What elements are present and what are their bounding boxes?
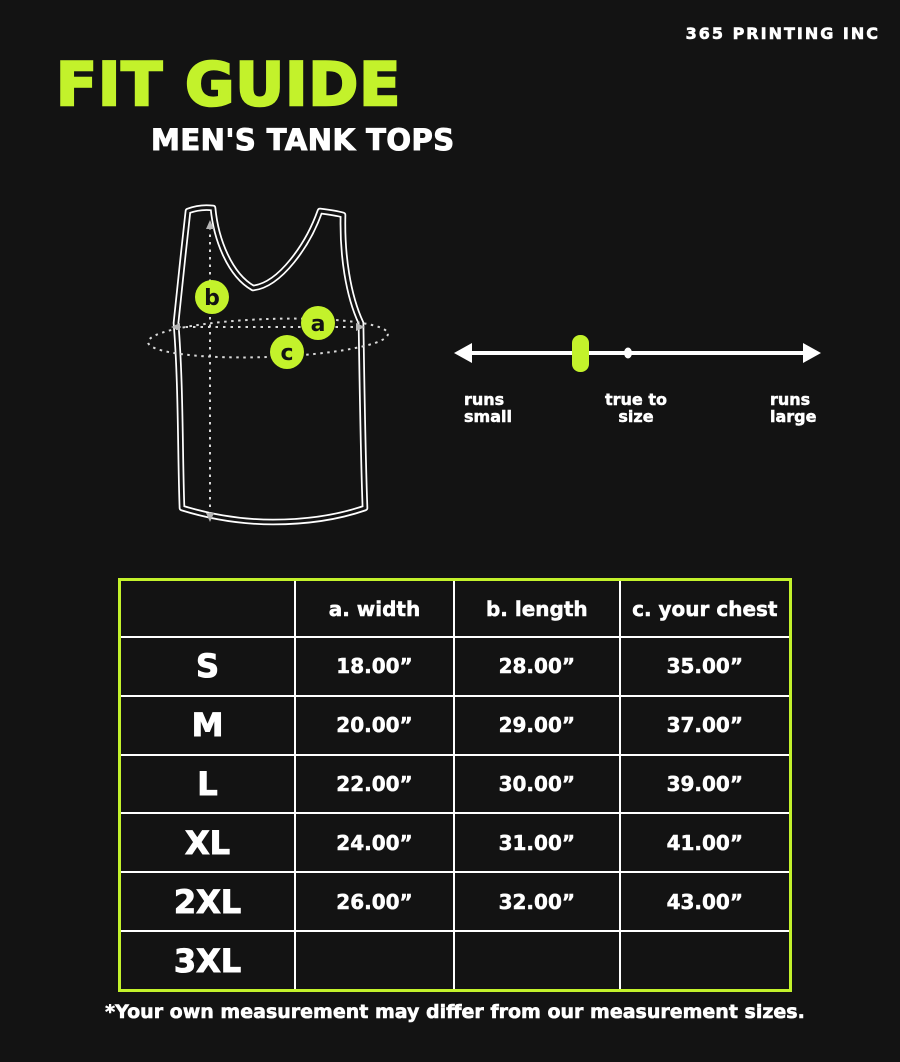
measurement-disclaimer: *Your own measurement may differ from our measurement sizes. xyxy=(105,1001,805,1023)
chest-value: 37.00” xyxy=(619,697,789,754)
size-label: 3XL xyxy=(173,941,242,980)
length-value: 28.00” xyxy=(453,638,619,695)
true-to-size-line1: true to xyxy=(605,390,667,409)
true-to-size-dot xyxy=(624,348,632,359)
header-cell-chest: c. your chest xyxy=(619,581,789,636)
marker-a-label: a xyxy=(310,312,326,337)
brand-name: 365 PRINTING INC xyxy=(685,24,880,43)
table-row-3xl xyxy=(121,930,789,989)
size-label: L xyxy=(197,765,218,804)
fit-scale xyxy=(440,330,840,380)
width-value: 20.00” xyxy=(294,697,453,754)
size-label: XL xyxy=(184,823,231,862)
marker-b xyxy=(195,280,229,314)
length-value xyxy=(453,932,619,989)
width-value: 24.00” xyxy=(294,814,453,871)
marker-a xyxy=(301,306,335,340)
length-value: 32.00” xyxy=(453,873,619,930)
table-row-m xyxy=(121,695,789,754)
scale-arrow-left-icon xyxy=(454,343,472,363)
header-cell-width: a. width xyxy=(294,581,453,636)
width-value: 18.00” xyxy=(294,638,453,695)
table-header-row xyxy=(121,581,789,636)
length-value: 31.00” xyxy=(453,814,619,871)
chest-value: 41.00” xyxy=(619,814,789,871)
runs-small-line2: small xyxy=(464,407,512,426)
runs-small-line1: runs xyxy=(464,390,505,409)
width-value: 22.00” xyxy=(294,756,453,813)
page-title: FIT GUIDE xyxy=(56,50,402,120)
width-value xyxy=(294,932,453,989)
chest-value: 35.00” xyxy=(619,638,789,695)
header-cell-length: b. length xyxy=(453,581,619,636)
tank-top-diagram xyxy=(140,195,420,545)
fit-scale-slider xyxy=(572,335,589,372)
true-to-size-line2: size xyxy=(618,407,654,426)
table-row-2xl xyxy=(121,871,789,930)
chest-value: 39.00” xyxy=(619,756,789,813)
scale-label-runs-small xyxy=(464,391,512,425)
scale-label-runs-large xyxy=(770,391,816,425)
runs-large-line1: runs xyxy=(770,390,811,409)
size-label: M xyxy=(191,706,224,745)
table-row-s xyxy=(121,636,789,695)
length-value: 29.00” xyxy=(453,697,619,754)
table-row-xl xyxy=(121,812,789,871)
tank-outline xyxy=(176,208,365,522)
width-value: 26.00” xyxy=(294,873,453,930)
chest-value xyxy=(619,932,789,989)
size-label: 2XL xyxy=(173,882,242,921)
runs-large-line2: large xyxy=(770,407,817,426)
size-chart-table xyxy=(118,578,792,992)
chest-value: 43.00” xyxy=(619,873,789,930)
marker-c-label: c xyxy=(280,341,294,366)
scale-arrow-right-icon xyxy=(803,343,821,363)
scale-label-true-to-size xyxy=(605,391,667,425)
table-row-l xyxy=(121,754,789,813)
page-subtitle: MEN'S TANK TOPS xyxy=(151,123,455,157)
length-value: 30.00” xyxy=(453,756,619,813)
marker-c xyxy=(270,335,304,369)
header-cell-size xyxy=(121,581,294,636)
size-label: S xyxy=(195,647,220,686)
marker-b-label: b xyxy=(204,286,220,311)
